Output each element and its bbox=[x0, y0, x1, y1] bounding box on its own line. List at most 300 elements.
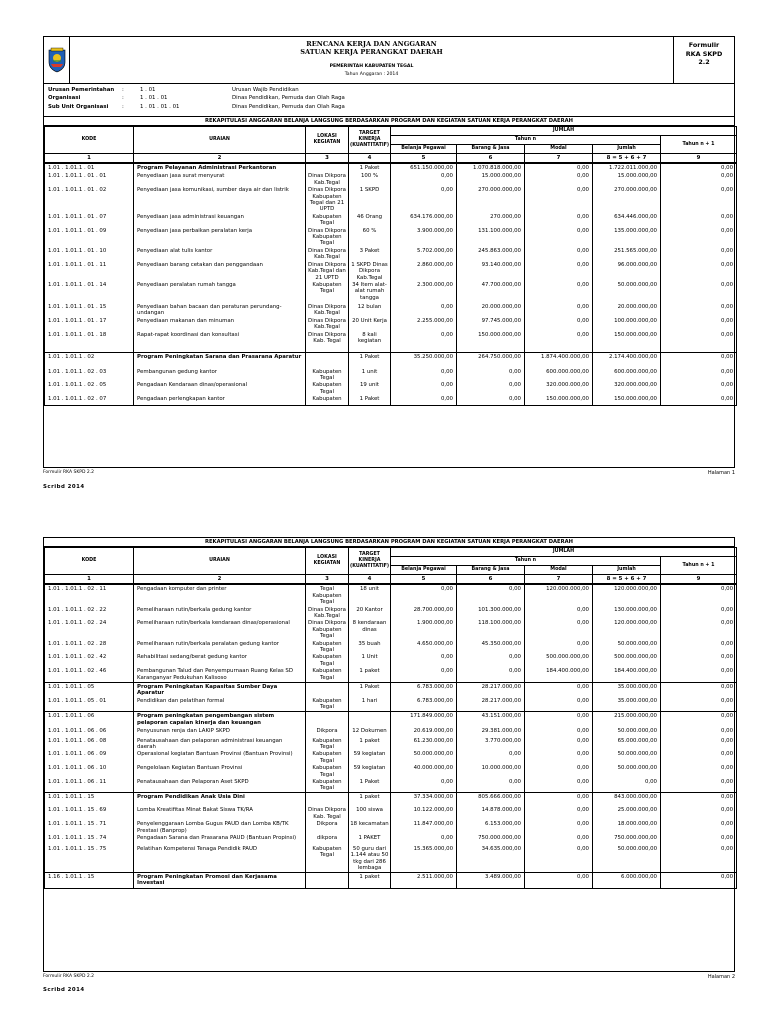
cell-total: 184.400.000,00 bbox=[593, 667, 661, 682]
cell-kode: 1.01 . 1.01.1 . 01 . 09 bbox=[45, 227, 134, 247]
cell-modal: 120.000.000,00 bbox=[525, 584, 593, 605]
activity-row bbox=[45, 606, 737, 620]
cell-barang: 270.000.000,00 bbox=[457, 186, 525, 213]
cell-total: 150.000.000,00 bbox=[593, 395, 661, 405]
cell-tahun-n1: 0,00 bbox=[661, 834, 737, 845]
cell-uraian: Penyediaan jasa surat menyurat bbox=[134, 172, 306, 186]
cell-lokasi: Kabupaten Tegal bbox=[306, 750, 349, 764]
program-row bbox=[45, 163, 737, 172]
cell-kode: 1.01 . 1.01.1 . 02 . 46 bbox=[45, 667, 134, 682]
cell-tahun-n1: 0,00 bbox=[661, 806, 737, 820]
cell-lokasi: Dinas Dikpora Kab. Tegal bbox=[306, 806, 349, 820]
cell-target: 12 bulan bbox=[349, 303, 391, 317]
cell-tahun-n1: 0,00 bbox=[661, 727, 737, 737]
cell-lokasi: Dinas Dikpora Kab.Tegal dan 21 UPTD bbox=[306, 261, 349, 281]
cell-barang: 28.217.000,00 bbox=[457, 682, 525, 696]
org-colon: : bbox=[122, 103, 124, 110]
cell-total: 18.000.000,00 bbox=[593, 820, 661, 834]
cell-barang: 15.000.000,00 bbox=[457, 172, 525, 186]
cell-barang: 0,00 bbox=[457, 584, 525, 605]
org-name: Dinas Pendidikan, Pemuda dan Olah Raga bbox=[232, 95, 345, 102]
col-target: TARGET KINERJA (KUANTITATIF) bbox=[349, 127, 391, 154]
cell-barang: 101.300.000,00 bbox=[457, 606, 525, 620]
cell-lokasi: Dinas Dikpora Kab.Tegal bbox=[306, 303, 349, 317]
cell-barang: 3.770.000,00 bbox=[457, 737, 525, 751]
cell-pegawai: 2.255.000,00 bbox=[391, 317, 457, 331]
cell-total: 50.000.000,00 bbox=[593, 640, 661, 654]
column-number-row bbox=[45, 154, 737, 164]
cell-tahun-n1: 0,00 bbox=[661, 750, 737, 764]
cell-modal: 0,00 bbox=[525, 750, 593, 764]
activity-row bbox=[45, 172, 737, 186]
cell-tahun-n1: 0,00 bbox=[661, 353, 737, 368]
cell-total: 320.000.000,00 bbox=[593, 381, 661, 395]
col-number: 5 bbox=[391, 575, 457, 585]
org-label: Organisasi bbox=[48, 95, 81, 102]
cell-pegawai: 2.300.000,00 bbox=[391, 281, 457, 303]
col-modal: Modal bbox=[525, 566, 593, 575]
cell-barang: 150.000.000,00 bbox=[457, 331, 525, 353]
cell-kode: 1.01 . 1.01.1 . 01 . 07 bbox=[45, 213, 134, 227]
cell-lokasi: Dinas Dikpora Kabupaten Tegal dan 21 UPTD bbox=[306, 186, 349, 213]
cell-pegawai: 5.702.000,00 bbox=[391, 247, 457, 261]
col-number: 4 bbox=[349, 154, 391, 164]
activity-row bbox=[45, 381, 737, 395]
cell-pegawai: 0,00 bbox=[391, 395, 457, 405]
cell-uraian: Penyediaan barang cetakan dan penggandaan bbox=[134, 261, 306, 281]
cell-tahun-n1: 0,00 bbox=[661, 281, 737, 303]
cell-target: 1 PAKET bbox=[349, 834, 391, 845]
cell-uraian: Penyelenggaraan Lomba Gugus PAUD dan Lomba KB/TK Prestasi (Banprop) bbox=[134, 820, 306, 834]
cell-total: 150.000.000,00 bbox=[593, 331, 661, 353]
cell-uraian: Penatausahaan dan Pelaporan Aset SKPD bbox=[134, 778, 306, 792]
cell-target: 59 kegiatan bbox=[349, 764, 391, 778]
cell-pegawai: 15.365.000,00 bbox=[391, 845, 457, 872]
cell-kode: 1.01 . 1.01.1 . 06 bbox=[45, 712, 134, 727]
form-code-box bbox=[674, 37, 734, 83]
col-lokasi: LOKASI KEGIATAN bbox=[306, 548, 349, 575]
form-number: 2.2 bbox=[698, 58, 710, 66]
cell-total: 600.000.000,00 bbox=[593, 368, 661, 382]
cell-barang: 1.070.818.000,00 bbox=[457, 163, 525, 172]
cell-lokasi bbox=[306, 792, 349, 806]
cell-tahun-n1: 0,00 bbox=[661, 764, 737, 778]
cell-total: 96.000.000,00 bbox=[593, 261, 661, 281]
cell-total: 500.000.000,00 bbox=[593, 653, 661, 667]
page-1 bbox=[43, 36, 735, 468]
cell-lokasi: Dinas Dikpora Kab. Tegal bbox=[306, 331, 349, 353]
cell-barang: 0,00 bbox=[457, 395, 525, 405]
col-number: 6 bbox=[457, 575, 525, 585]
cell-target: 34 Item alat-alat rumah tangga bbox=[349, 281, 391, 303]
cell-barang: 14.878.000,00 bbox=[457, 806, 525, 820]
cell-pegawai: 634.176.000,00 bbox=[391, 213, 457, 227]
activity-row bbox=[45, 764, 737, 778]
col-jumlah: JUMLAH bbox=[391, 548, 737, 557]
activity-row bbox=[45, 395, 737, 405]
cell-modal: 0,00 bbox=[525, 281, 593, 303]
cell-modal: 0,00 bbox=[525, 806, 593, 820]
org-label: Urusan Pemerintahan bbox=[48, 86, 115, 93]
cell-lokasi bbox=[306, 712, 349, 727]
document-subtitle: SATUAN KERJA PERANGKAT DAERAH bbox=[300, 48, 443, 56]
cell-target: 1 SKPD Dinas Dikpora Kab.Tegal bbox=[349, 261, 391, 281]
document-title: RENCANA KERJA DAN ANGGARAN bbox=[306, 40, 437, 48]
col-number: 5 bbox=[391, 154, 457, 164]
org-row bbox=[44, 86, 734, 94]
cell-tahun-n1: 0,00 bbox=[661, 186, 737, 213]
cell-barang: 0,00 bbox=[457, 778, 525, 792]
cell-lokasi: Dinas Dikpora Kabupaten Tegal bbox=[306, 619, 349, 639]
activity-row bbox=[45, 317, 737, 331]
cell-barang: 245.863.000,00 bbox=[457, 247, 525, 261]
cell-barang: 47.700.000,00 bbox=[457, 281, 525, 303]
col-number: 8 = 5 + 6 + 7 bbox=[593, 154, 661, 164]
cell-kode: 1.01 . 1.01.1 . 15 . 75 bbox=[45, 845, 134, 872]
cell-lokasi bbox=[306, 353, 349, 368]
cell-tahun-n1: 0,00 bbox=[661, 667, 737, 682]
cell-tahun-n1: 0,00 bbox=[661, 381, 737, 395]
cell-kode: 1.01 . 1.01.1 . 06 . 10 bbox=[45, 764, 134, 778]
cell-modal: 0,00 bbox=[525, 640, 593, 654]
cell-uraian: Program peningkatan pengembangan sistem pelaporan capaian kinerja dan keuangan bbox=[134, 712, 306, 727]
cell-lokasi: Kabupaten Tegal bbox=[306, 640, 349, 654]
cell-modal: 0,00 bbox=[525, 820, 593, 834]
cell-total: 35.000.000,00 bbox=[593, 682, 661, 696]
cell-kode: 1.01 . 1.01.1 . 01 . 02 bbox=[45, 186, 134, 213]
cell-total: 50.000.000,00 bbox=[593, 750, 661, 764]
cell-kode: 1.01 . 1.01.1 . 15 . 74 bbox=[45, 834, 134, 845]
cell-target: 46 Orang bbox=[349, 213, 391, 227]
cell-pegawai: 0,00 bbox=[391, 584, 457, 605]
watermark-scribd: Scribd 2014 bbox=[43, 987, 85, 993]
cell-kode: 1.01 . 1.01.1 . 15 . 69 bbox=[45, 806, 134, 820]
cell-tahun-n1: 0,00 bbox=[661, 792, 737, 806]
col-number: 1 bbox=[45, 575, 134, 585]
col-uraian: URAIAN bbox=[134, 127, 306, 154]
activity-row bbox=[45, 750, 737, 764]
cell-uraian: Pemeliharaan rutin/berkala peralatan gedung kantor bbox=[134, 640, 306, 654]
cell-lokasi: Kabupaten Tegal bbox=[306, 764, 349, 778]
cell-kode: 1.01 . 1.01.1 . 15 . 71 bbox=[45, 820, 134, 834]
cell-kode: 1.01 . 1.01.1 . 01 . 11 bbox=[45, 261, 134, 281]
cell-barang: 0,00 bbox=[457, 653, 525, 667]
cell-target: 3 Paket bbox=[349, 247, 391, 261]
cell-kode: 1.01 . 1.01.1 . 02 . 03 bbox=[45, 368, 134, 382]
cell-target: 1 unit bbox=[349, 368, 391, 382]
recap-title: REKAPITULASI ANGGARAN BELANJA LANGSUNG BERDASARKAN PROGRAM DAN KEGIATAN SATUAN KERJA PERANGKAT DAERAH bbox=[44, 117, 734, 126]
activity-row bbox=[45, 281, 737, 303]
cell-barang: 0,00 bbox=[457, 381, 525, 395]
recap-title: REKAPITULASI ANGGARAN BELANJA LANGSUNG BERDASARKAN PROGRAM DAN KEGIATAN SATUAN KERJA PERANGKAT DAERAH bbox=[44, 538, 734, 547]
cell-uraian: Program Peningkatan Sarana dan Prasarana Aparatur bbox=[134, 353, 306, 368]
form-label: Formulir bbox=[688, 41, 720, 49]
col-kode: KODE bbox=[45, 548, 134, 575]
cell-pegawai: 0,00 bbox=[391, 368, 457, 382]
cell-total: 20.000.000,00 bbox=[593, 303, 661, 317]
cell-kode: 1.01 . 1.01.1 . 01 . 17 bbox=[45, 317, 134, 331]
cell-kode: 1.01 . 1.01.1 . 06 . 08 bbox=[45, 737, 134, 751]
cell-pegawai: 2.511.000,00 bbox=[391, 872, 457, 888]
cell-modal: 0,00 bbox=[525, 737, 593, 751]
cell-target: 1 Paket bbox=[349, 353, 391, 368]
cell-target: 12 Dokumen bbox=[349, 727, 391, 737]
cell-pegawai: 35.250.000,00 bbox=[391, 353, 457, 368]
activity-row bbox=[45, 834, 737, 845]
cell-total: 634.446.000,00 bbox=[593, 213, 661, 227]
cell-modal: 320.000.000,00 bbox=[525, 381, 593, 395]
government-name: PEMERINTAH KABUPATEN TEGAL bbox=[329, 64, 414, 69]
cell-target bbox=[349, 712, 391, 727]
col-lokasi: LOKASI KEGIATAN bbox=[306, 127, 349, 154]
cell-tahun-n1: 0,00 bbox=[661, 653, 737, 667]
activity-row bbox=[45, 331, 737, 353]
org-name: Urusan Wajib Pendidikan bbox=[232, 86, 299, 93]
cell-modal: 0,00 bbox=[525, 331, 593, 353]
cell-uraian: Operasional kegiatan Bantuan Provinsi (Bantuan Provinsi) bbox=[134, 750, 306, 764]
cell-uraian: Penyediaan bahan bacaan dan peraturan perundang-undangan bbox=[134, 303, 306, 317]
cell-lokasi: Dinas Dikpora Kab.Tegal bbox=[306, 172, 349, 186]
cell-target: 1 Paket bbox=[349, 163, 391, 172]
cell-kode: 1.01 . 1.01.1 . 15 bbox=[45, 792, 134, 806]
org-row bbox=[44, 94, 734, 102]
cell-kode: 1.01 . 1.01.1 . 02 . 24 bbox=[45, 619, 134, 639]
cell-uraian: Rapat-rapat koordinasi dan konsultasi bbox=[134, 331, 306, 353]
cell-kode: 1.01 . 1.01.1 . 06 . 09 bbox=[45, 750, 134, 764]
cell-modal: 0,00 bbox=[525, 697, 593, 712]
cell-barang: 20.000.000,00 bbox=[457, 303, 525, 317]
org-code: 1 . 01 . 01 . 01 bbox=[140, 103, 180, 110]
cell-target: 50 guru dari 1.144 atau 50 tkg dari 286 lembaga bbox=[349, 845, 391, 872]
activity-row bbox=[45, 640, 737, 654]
cell-barang: 0,00 bbox=[457, 750, 525, 764]
activity-row bbox=[45, 186, 737, 213]
cell-modal: 0,00 bbox=[525, 764, 593, 778]
cell-kode: 1.01 . 1.01.1 . 01 . 01 bbox=[45, 172, 134, 186]
cell-target: 1 Unit bbox=[349, 653, 391, 667]
org-colon: : bbox=[122, 95, 124, 102]
cell-lokasi: dikpora bbox=[306, 834, 349, 845]
cell-kode: 1.01 . 1.01.1 . 02 . 28 bbox=[45, 640, 134, 654]
cell-barang: 29.381.000,00 bbox=[457, 727, 525, 737]
cell-target: 18 kecamatan bbox=[349, 820, 391, 834]
activity-row bbox=[45, 778, 737, 792]
cell-pegawai: 61.230.000,00 bbox=[391, 737, 457, 751]
cell-lokasi: Kabupaten Tegal bbox=[306, 381, 349, 395]
org-name: Dinas Pendidikan, Pemuda dan Olah Raga bbox=[232, 103, 345, 110]
cell-uraian: Pengadaan Sarana dan Prasarana PAUD (Bantuan Propinsi) bbox=[134, 834, 306, 845]
cell-barang: 0,00 bbox=[457, 368, 525, 382]
cell-lokasi: Kabupaten Tegal bbox=[306, 653, 349, 667]
cell-pegawai: 0,00 bbox=[391, 653, 457, 667]
cell-total: 2.174.400.000,00 bbox=[593, 353, 661, 368]
cell-modal: 0,00 bbox=[525, 163, 593, 172]
col-number: 2 bbox=[134, 154, 306, 164]
cell-kode: 1.16 . 1.01.1 . 15 bbox=[45, 872, 134, 888]
organization-info bbox=[44, 84, 734, 117]
cell-barang: 750.000.000,00 bbox=[457, 834, 525, 845]
activity-row bbox=[45, 227, 737, 247]
cell-pegawai: 0,00 bbox=[391, 172, 457, 186]
cell-modal: 0,00 bbox=[525, 247, 593, 261]
cell-target: 8 kali kegiatan bbox=[349, 331, 391, 353]
cell-pegawai: 0,00 bbox=[391, 186, 457, 213]
col-pegawai: Belanja Pegawai bbox=[391, 145, 457, 154]
column-number-row bbox=[45, 575, 737, 585]
cell-total: 15.000.000,00 bbox=[593, 172, 661, 186]
cell-kode: 1.01 . 1.01.1 . 01 . 10 bbox=[45, 247, 134, 261]
cell-total: 135.000.000,00 bbox=[593, 227, 661, 247]
col-number: 6 bbox=[457, 154, 525, 164]
watermark-scribd: Scribd 2014 bbox=[43, 484, 85, 490]
table-body bbox=[45, 584, 737, 888]
cell-lokasi: Kabupaten Tegal bbox=[306, 368, 349, 382]
cell-total: 50.000.000,00 bbox=[593, 727, 661, 737]
col-tahun-n1: Tahun n + 1 bbox=[661, 557, 737, 575]
cell-lokasi: Kabupaten Tegal bbox=[306, 845, 349, 872]
cell-pegawai: 40.000.000,00 bbox=[391, 764, 457, 778]
cell-barang: 34.635.000,00 bbox=[457, 845, 525, 872]
cell-modal: 150.000.000,00 bbox=[525, 395, 593, 405]
cell-uraian: Program Pendidikan Anak Usia Dini bbox=[134, 792, 306, 806]
cell-modal: 0,00 bbox=[525, 186, 593, 213]
cell-pegawai: 3.900.000,00 bbox=[391, 227, 457, 247]
cell-tahun-n1: 0,00 bbox=[661, 227, 737, 247]
activity-row bbox=[45, 697, 737, 712]
program-row bbox=[45, 872, 737, 888]
budget-table bbox=[44, 126, 737, 406]
cell-uraian: Penyediaan peralatan rumah tangga bbox=[134, 281, 306, 303]
col-jumlah: JUMLAH bbox=[391, 127, 737, 136]
cell-pegawai: 37.334.000,00 bbox=[391, 792, 457, 806]
cell-uraian: Penyediaan alat tulis kantor bbox=[134, 247, 306, 261]
cell-lokasi: Dinas Dikpora Kab.Tegal bbox=[306, 317, 349, 331]
col-modal: Modal bbox=[525, 145, 593, 154]
cell-kode: 1.01 . 1.01.1 . 05 bbox=[45, 682, 134, 696]
cell-lokasi: Dikpora bbox=[306, 820, 349, 834]
cell-total: 130.000.000,00 bbox=[593, 606, 661, 620]
cell-tahun-n1: 0,00 bbox=[661, 317, 737, 331]
cell-total: 35.000.000,00 bbox=[593, 697, 661, 712]
cell-modal: 0,00 bbox=[525, 682, 593, 696]
cell-pegawai: 651.150.000,00 bbox=[391, 163, 457, 172]
cell-kode: 1.01 . 1.01.1 . 02 . 22 bbox=[45, 606, 134, 620]
cell-uraian: Penyediaan jasa perbaikan peralatan kerja bbox=[134, 227, 306, 247]
cell-target: 1 SKPD bbox=[349, 186, 391, 213]
activity-row bbox=[45, 303, 737, 317]
cell-kode: 1.01 . 1.01.1 . 06 . 11 bbox=[45, 778, 134, 792]
cell-pegawai: 20.619.000,00 bbox=[391, 727, 457, 737]
cell-total: 6.000.000,00 bbox=[593, 872, 661, 888]
cell-target: 20 Kantor bbox=[349, 606, 391, 620]
cell-kode: 1.01 . 1.01.1 . 02 . 11 bbox=[45, 584, 134, 605]
cell-pegawai: 10.122.000,00 bbox=[391, 806, 457, 820]
cell-modal: 0,00 bbox=[525, 792, 593, 806]
cell-uraian: Rehabilitasi sedang/berat gedung kantor bbox=[134, 653, 306, 667]
cell-kode: 1.01 . 1.01.1 . 01 . 18 bbox=[45, 331, 134, 353]
cell-uraian: Penyediaan jasa komunikasi, sumber daya air dan listrik bbox=[134, 186, 306, 213]
cell-total: 120.000.000,00 bbox=[593, 619, 661, 639]
col-barang: Barang & Jasa bbox=[457, 566, 525, 575]
cell-modal: 0,00 bbox=[525, 834, 593, 845]
org-colon: : bbox=[122, 86, 124, 93]
cell-kode: 1.01 . 1.01.1 . 01 . 14 bbox=[45, 281, 134, 303]
cell-pegawai: 6.783.000,00 bbox=[391, 682, 457, 696]
title-block bbox=[70, 37, 674, 83]
cell-pegawai: 50.000.000,00 bbox=[391, 750, 457, 764]
col-pegawai: Belanja Pegawai bbox=[391, 566, 457, 575]
col-tahun-n: Tahun n bbox=[391, 136, 661, 145]
program-row bbox=[45, 712, 737, 727]
cell-lokasi: Kabupaten Tegal bbox=[306, 778, 349, 792]
cell-modal: 1.874.400.000,00 bbox=[525, 353, 593, 368]
cell-lokasi: Dinas Dikpora Kab.Tegal bbox=[306, 606, 349, 620]
cell-lokasi: Kabupaten Tegal bbox=[306, 213, 349, 227]
cell-uraian: Pembangunan Talud dan Penyempurnaan Ruang Kelas SD Karanganyar Pedukuhan Kalisoso bbox=[134, 667, 306, 682]
cell-uraian: Lomba Kreatifitas Minat Bakat Siswa TK/RA bbox=[134, 806, 306, 820]
cell-tahun-n1: 0,00 bbox=[661, 778, 737, 792]
cell-total: 1.722.011.000,00 bbox=[593, 163, 661, 172]
cell-tahun-n1: 0,00 bbox=[661, 737, 737, 751]
cell-target: 1 paket bbox=[349, 792, 391, 806]
cell-modal: 0,00 bbox=[525, 872, 593, 888]
cell-kode: 1.01 . 1.01.1 . 01 bbox=[45, 163, 134, 172]
cell-tahun-n1: 0,00 bbox=[661, 261, 737, 281]
cell-lokasi: Kabupaten bbox=[306, 395, 349, 405]
cell-tahun-n1: 0,00 bbox=[661, 640, 737, 654]
cell-modal: 0,00 bbox=[525, 727, 593, 737]
cell-barang: 270.000,00 bbox=[457, 213, 525, 227]
cell-barang: 805.666.000,00 bbox=[457, 792, 525, 806]
cell-uraian: Pengadaan Kendaraan dinas/operasional bbox=[134, 381, 306, 395]
cell-uraian: Pengadaan komputer dan printer bbox=[134, 584, 306, 605]
org-code: 1 . 01 bbox=[140, 86, 156, 93]
cell-lokasi: Dikpora bbox=[306, 727, 349, 737]
cell-uraian: Pengadaan perlengkapan kantor bbox=[134, 395, 306, 405]
cell-pegawai: 0,00 bbox=[391, 303, 457, 317]
cell-pegawai: 11.847.000,00 bbox=[391, 820, 457, 834]
cell-barang: 97.745.000,00 bbox=[457, 317, 525, 331]
cell-lokasi: Kabupaten Tegal bbox=[306, 737, 349, 751]
cell-tahun-n1: 0,00 bbox=[661, 213, 737, 227]
cell-lokasi: Kabupaten Tegal bbox=[306, 281, 349, 303]
cell-uraian: Penyediaan makanan dan minuman bbox=[134, 317, 306, 331]
cell-pegawai: 1.900.000,00 bbox=[391, 619, 457, 639]
footer-form-label: Formulir RKA SKPD 2.2 bbox=[43, 470, 95, 475]
cell-barang: 264.750.000,00 bbox=[457, 353, 525, 368]
cell-barang: 43.151.000,00 bbox=[457, 712, 525, 727]
cell-tahun-n1: 0,00 bbox=[661, 172, 737, 186]
activity-row bbox=[45, 737, 737, 751]
cell-uraian: Program Peningkatan Promosi dan Kerjasama Investasi bbox=[134, 872, 306, 888]
col-number: 1 bbox=[45, 154, 134, 164]
cell-lokasi bbox=[306, 682, 349, 696]
cell-total: 270.000.000,00 bbox=[593, 186, 661, 213]
cell-tahun-n1: 0,00 bbox=[661, 697, 737, 712]
cell-kode: 1.01 . 1.01.1 . 05 . 01 bbox=[45, 697, 134, 712]
cell-pegawai: 6.783.000,00 bbox=[391, 697, 457, 712]
cell-target: 8 kendaraan dinas bbox=[349, 619, 391, 639]
activity-row bbox=[45, 653, 737, 667]
program-row bbox=[45, 353, 737, 368]
cell-modal: 500.000.000,00 bbox=[525, 653, 593, 667]
cell-modal: 0,00 bbox=[525, 227, 593, 247]
cell-uraian: Program Pelayanan Administrasi Perkantoran bbox=[134, 163, 306, 172]
cell-tahun-n1: 0,00 bbox=[661, 619, 737, 639]
org-row bbox=[44, 103, 734, 111]
cell-lokasi: Dinas Dikpora Kab.Tegal bbox=[306, 247, 349, 261]
cell-target: 1 Paket bbox=[349, 778, 391, 792]
